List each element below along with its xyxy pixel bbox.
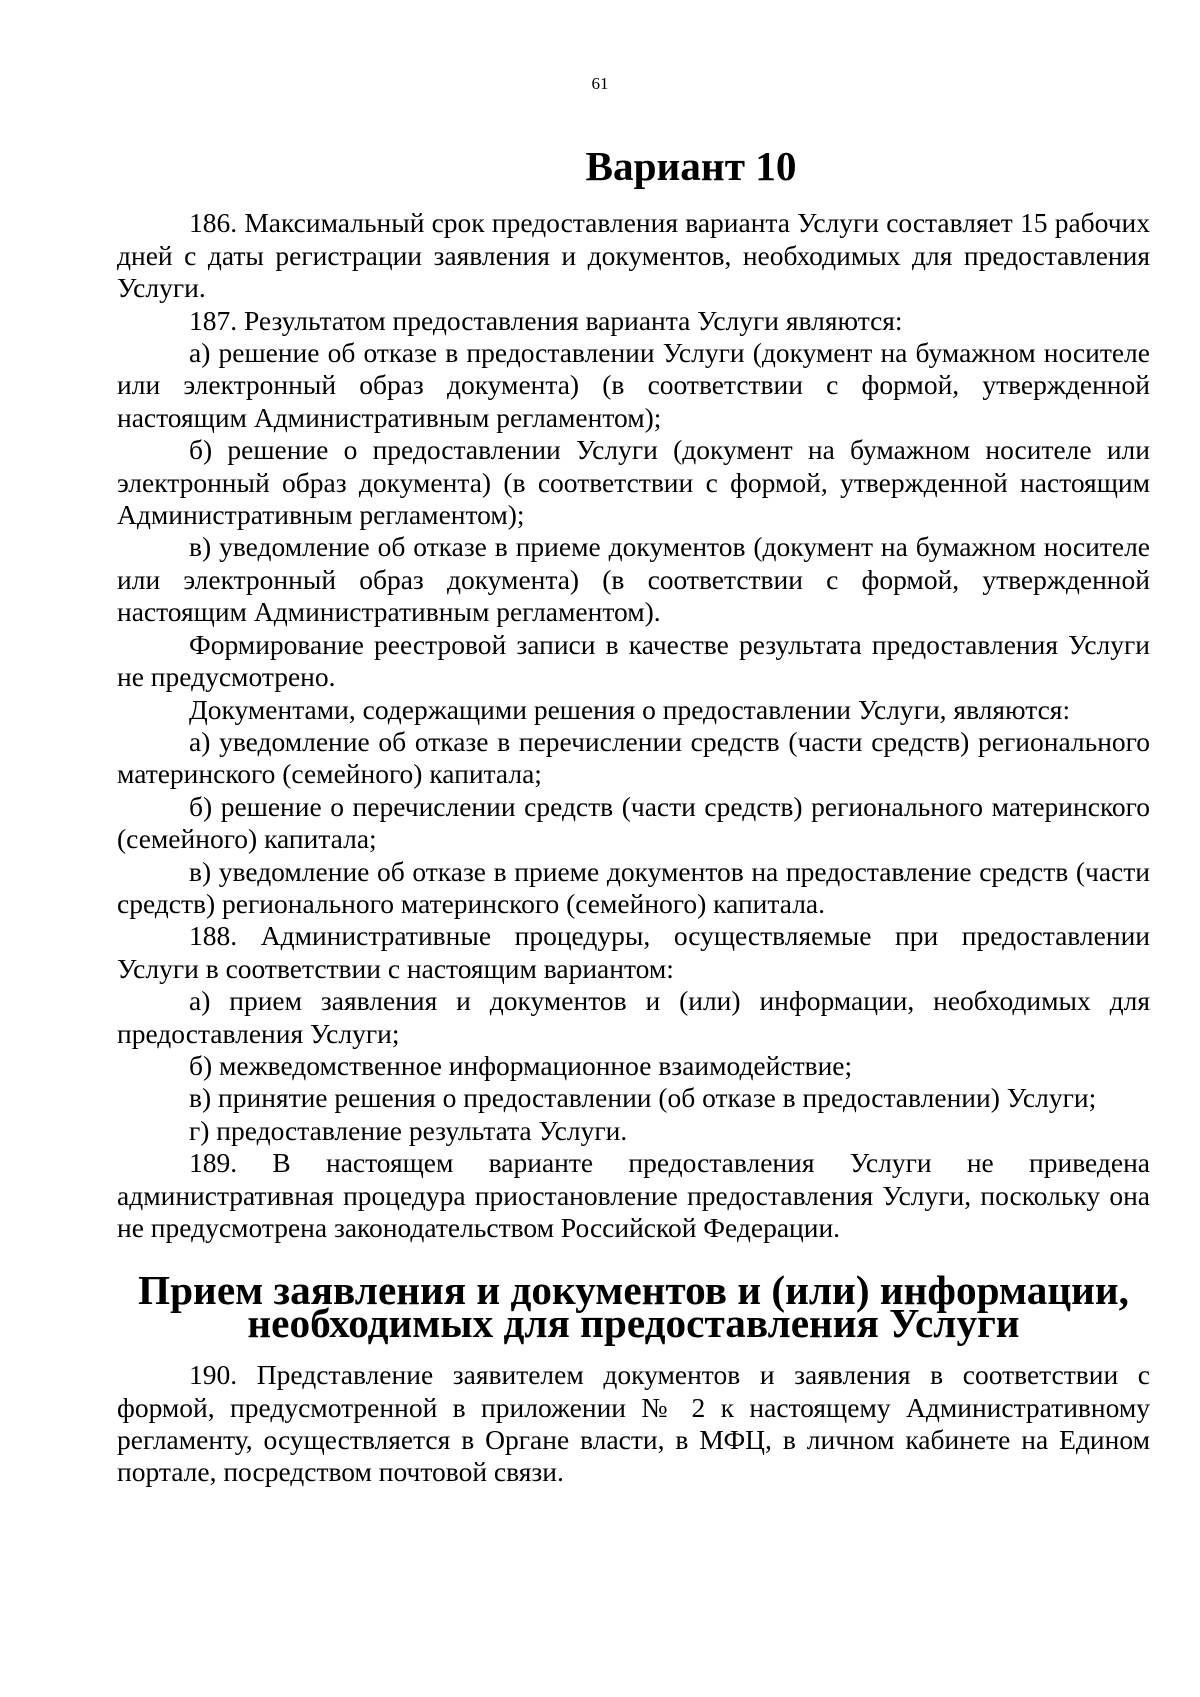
paragraph-188-item-a: а) прием заявления и документов и (или) информации, необходимых для предоставления Услуги; — [117, 985, 1150, 1049]
page-number: 61 — [591, 74, 609, 93]
paragraph-186: 186. Максимальный срок предоставления варианта Услуги составляет 15 рабочих дней с даты регистрации заявления и документов, необходимых для предоставления Услуги. — [117, 207, 1150, 304]
paragraph-190: 190. Представление заявителем документов и заявления в соответствии с формой, предусмотренной в приложении № 2 к настоящему Административному регламенту, осуществляется в Органе власти, в МФЦ, в личном кабинете на Едином портале, посредством почтовой связи. — [117, 1359, 1150, 1488]
paragraph-188-item-v: в) принятие решения о предоставлении (об отказе в предоставлении) Услуги; — [189, 1082, 1097, 1114]
paragraph-decision-item-a: а) уведомление об отказе в перечислении средств (части средств) регионального материнского (семейного) капитала; — [117, 725, 1150, 790]
paragraph-188: 188. Административные процедуры, осуществляемые при предоставлении Услуги в соответствии с настоящим вариантом: — [117, 920, 1150, 984]
document-body — [117, 143, 1150, 1489]
section-heading: Прием заявления и документов и (или) информации, необходимых для предоставления Услуги — [138, 1267, 1129, 1346]
paragraph-187: 187. Результатом предоставления варианта Услуги являются: — [189, 304, 903, 336]
paragraph-187-item-b: б) решение о предоставлении Услуги (документ на бумажном носителе или электронный образ документа) (в соответствии с формой, утвержденной настоящим Административным регламентом); — [117, 434, 1150, 531]
paragraph-decision-item-v: в) уведомление об отказе в приеме документов на предоставление средств (части средств) регионального материнского (семейного) капитала. — [117, 855, 1150, 919]
paragraph-187-item-v: в) уведомление об отказе в приеме документов (документ на бумажном носителе или электронный образ документа) (в соответствии с формой, утвержденной настоящим Административным регламентом). — [117, 531, 1150, 628]
paragraph-188-item-b: б) межведомственное информационное взаимодействие; — [189, 1049, 853, 1081]
paragraph-decision-documents: Документами, содержащими решения о предоставлении Услуги, являются: — [189, 693, 1071, 725]
paragraph-188-item-g: г) предоставление результата Услуги. — [189, 1114, 628, 1146]
variant-title: Вариант 10 — [585, 143, 797, 189]
paragraph-189: 189. В настоящем варианте предоставления Услуги не приведена административная процедура приостановление предоставления Услуги, поскольку она не предусмотрена законодательством Российской Федерации. — [117, 1147, 1150, 1243]
paragraph-decision-item-b: б) решение о перечислении средств (части средств) регионального материнского (семейного) капитала; — [117, 790, 1150, 855]
paragraph-registry-record: Формирование реестровой записи в качестве результата предоставления Услуги не предусмотрено. — [117, 628, 1150, 693]
paragraph-187-item-a: а) решение об отказе в предоставлении Услуги (документ на бумажном носителе или электронный образ документа) (в соответствии с формой, утвержденной настоящим Административным регламентом); — [117, 337, 1150, 433]
